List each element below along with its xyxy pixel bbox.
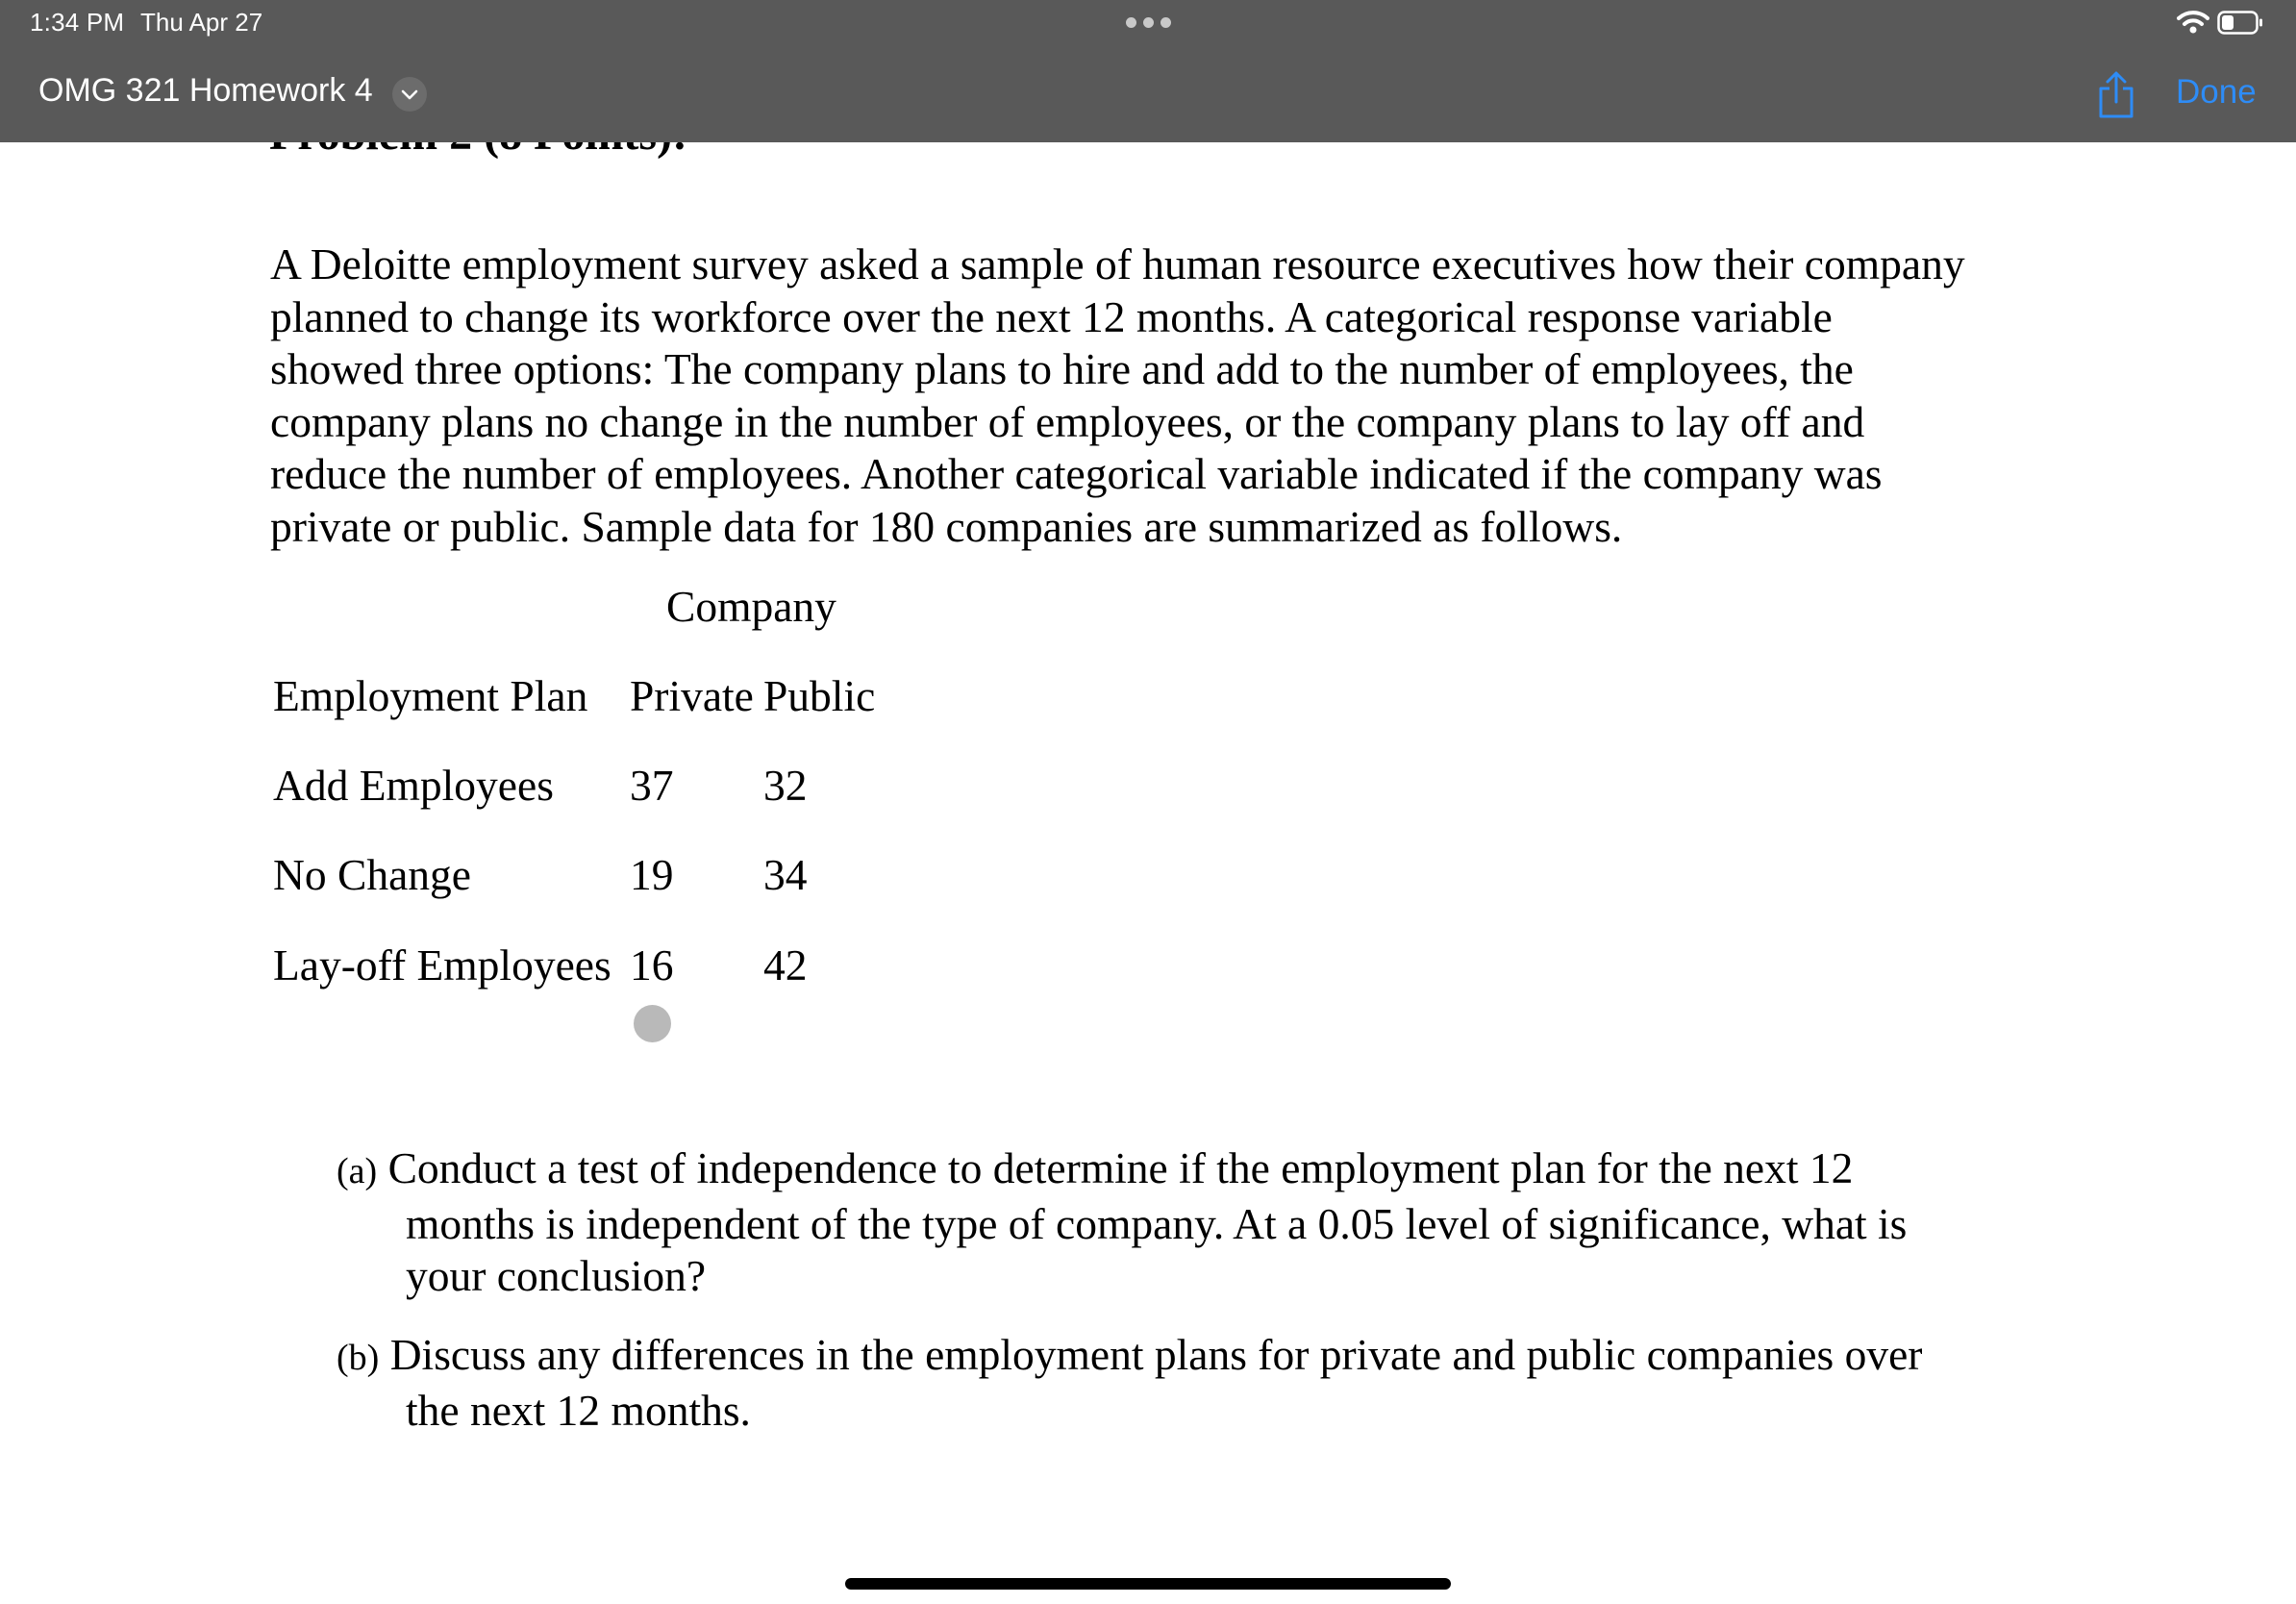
status-date: Thu Apr 27: [140, 8, 263, 37]
table-header-cell: Employment Plan: [273, 671, 588, 720]
table-cell: 16: [630, 940, 674, 990]
more-dots-icon[interactable]: [1126, 17, 1172, 29]
question-line: months is independent of the type of company. At a 0.05 level of significance, what is: [406, 1198, 1908, 1248]
paragraph-line: private or public. Sample data for 180 companies are summarized as follows.: [270, 501, 1623, 551]
wifi-icon: [2177, 10, 2209, 35]
title-menu-button[interactable]: [392, 77, 427, 112]
table-cell: 42: [763, 940, 808, 990]
table-cell: 19: [630, 850, 674, 899]
question-line: Conduct a test of independence to determine if the employment plan for the next 12: [387, 1143, 1854, 1192]
table-group-label: Company: [666, 582, 836, 631]
question-marker: (a): [337, 1151, 378, 1191]
done-button[interactable]: Done: [2176, 73, 2257, 111]
paragraph-line: A Deloitte employment survey asked a sample of human resource executives how their company: [270, 239, 1965, 288]
document-title[interactable]: OMG 321 Homework 4: [38, 72, 373, 109]
question-line: your conclusion?: [406, 1251, 707, 1300]
paragraph-line: company plans no change in the number of employees, or the company plans to lay off and: [270, 396, 1865, 446]
share-icon[interactable]: [2096, 71, 2136, 119]
table-header-cell: Public: [763, 671, 876, 720]
home-indicator[interactable]: [845, 1578, 1451, 1590]
table-cell: 34: [763, 850, 808, 899]
chevron-down-icon: [392, 77, 427, 112]
table-cell: 32: [763, 761, 808, 810]
question-line: Discuss any differences in the employment plans for private and public companies over: [389, 1330, 1923, 1379]
table-cell: 37: [630, 761, 674, 810]
table-cell: Add Employees: [273, 761, 554, 810]
paragraph-line: planned to change its workforce over the next 12 months. A categorical response variable: [270, 291, 1833, 341]
table-header-cell: Private: [630, 671, 754, 720]
paragraph-line: showed three options: The company plans to hire and add to the number of employees, the: [270, 344, 1854, 393]
battery-icon: [2217, 11, 2263, 35]
top-bar: [0, 0, 2296, 142]
table-cell: Lay-off Employees: [273, 940, 611, 990]
question-marker: (b): [337, 1338, 380, 1378]
problem-paragraph: [270, 238, 2097, 553]
status-time: 1:34 PM: [30, 8, 125, 37]
question-b: [337, 1329, 2067, 1437]
question-line: the next 12 months.: [406, 1385, 751, 1435]
question-a: [337, 1142, 2067, 1303]
table-cell: No Change: [273, 850, 471, 899]
scroll-handle[interactable]: [634, 1005, 671, 1042]
paragraph-line: reduce the number of employees. Another categorical variable indicated if the company was: [270, 449, 1883, 498]
